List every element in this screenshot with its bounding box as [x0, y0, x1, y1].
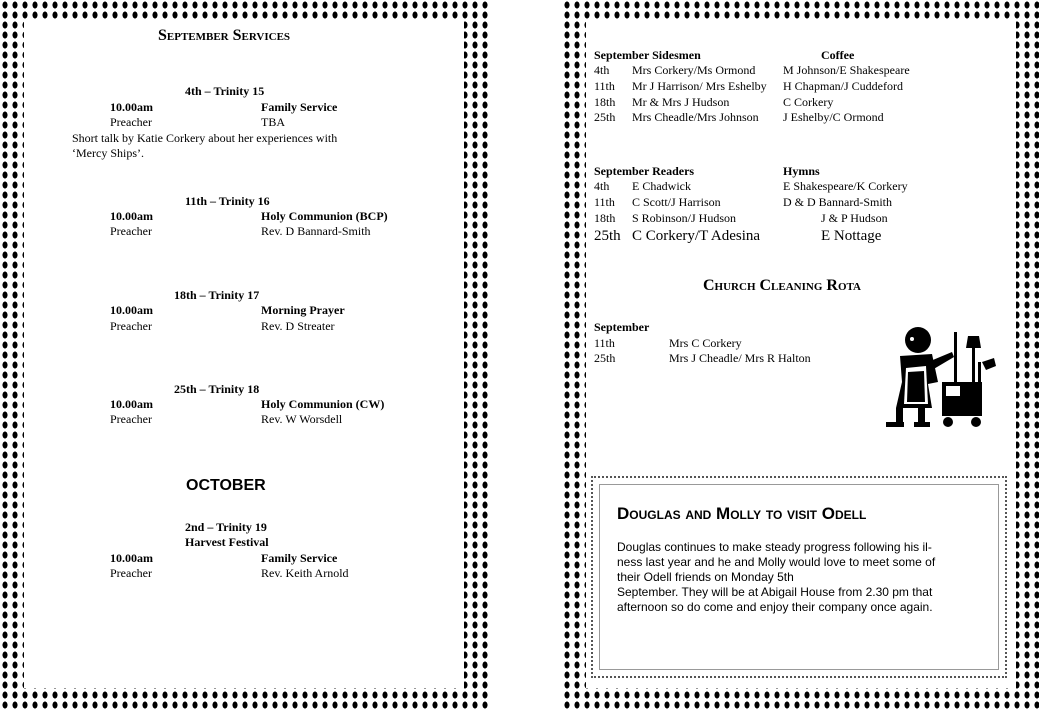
coffee-names: M Johnson/E Shakespeare [783, 63, 910, 77]
preacher-label: Preacher [110, 412, 152, 426]
service-heading: 18th – Trinity 17 [174, 288, 260, 302]
readers-names: C Scott/J Harrison [632, 195, 721, 209]
readers-date: 18th [594, 211, 616, 225]
sidesmen-names: Mr & Mrs J Hudson [632, 95, 730, 109]
service-note: ‘Mercy Ships’. [72, 146, 144, 160]
preacher-name: Rev. D Bannard-Smith [261, 224, 371, 238]
coffee-header: Coffee [821, 48, 855, 62]
preacher-label: Preacher [110, 224, 152, 238]
service-time: 10.00am [110, 303, 153, 317]
coffee-names: H Chapman/J Cuddeford [783, 79, 903, 93]
notice-line: Douglas continues to make steady progress following his il- [617, 540, 932, 554]
service-name: Family Service [261, 100, 338, 114]
hymns-names: J & P Hudson [821, 211, 888, 225]
service-time: 10.00am [110, 100, 153, 114]
service-time: 10.00am [110, 209, 153, 223]
sidesmen-date: 18th [594, 95, 616, 109]
cleaning-date: 11th [594, 336, 615, 350]
notice-line: ness last year and he and Molly would love to meet some of [617, 555, 936, 569]
service-name: Holy Communion (BCP) [261, 209, 388, 223]
cleaning-names: Mrs C Corkery [669, 336, 742, 350]
readers-header: September Readers [594, 164, 695, 178]
preacher-label: Preacher [110, 115, 152, 129]
october-title: OCTOBER [186, 477, 266, 494]
service-heading: 4th – Trinity 15 [185, 84, 265, 98]
sidesmen-names: Mrs Cheadle/Mrs Johnson [632, 110, 759, 124]
service-time: 10.00am [110, 397, 153, 411]
preacher-name: TBA [261, 115, 285, 129]
preacher-name: Rev. W Worsdell [261, 412, 343, 426]
sidesmen-names: Mr J Harrison/ Mrs Eshelby [632, 79, 767, 93]
readers-names: E Chadwick [632, 179, 691, 193]
sidesmen-header: September Sidesmen [594, 48, 701, 62]
readers-names: C Corkery/T Adesina [632, 228, 761, 244]
september-services-title: September Services [158, 27, 291, 44]
service-heading: 11th – Trinity 16 [185, 194, 270, 208]
notice-box [591, 476, 1007, 678]
sidesmen-date: 4th [594, 63, 610, 77]
coffee-names: C Corkery [783, 95, 834, 109]
preacher-name: Rev. Keith Arnold [261, 566, 349, 580]
notice-line: their Odell friends on Monday 5th [617, 570, 794, 584]
october-service-heading: 2nd – Trinity 19 [185, 520, 267, 534]
cleaning-lady-clipart [882, 322, 1000, 430]
readers-date: 25th [594, 228, 621, 244]
service-time: 10.00am [110, 551, 153, 565]
october-service-subheading: Harvest Festival [185, 535, 269, 549]
readers-date: 4th [594, 179, 610, 193]
service-note: Short talk by Katie Corkery about her experiences with [72, 131, 338, 145]
readers-names: S Robinson/J Hudson [632, 211, 737, 225]
notice-title: Douglas and Molly to visit Odell [617, 504, 867, 523]
preacher-label: Preacher [110, 566, 152, 580]
service-name: Family Service [261, 551, 338, 565]
hymns-header: Hymns [783, 164, 820, 178]
preacher-label: Preacher [110, 319, 152, 333]
notice-body [617, 540, 977, 615]
sidesmen-names: Mrs Corkery/Ms Ormond [632, 63, 756, 77]
coffee-names: J Eshelby/C Ormond [783, 110, 884, 124]
service-name: Morning Prayer [261, 303, 345, 317]
hymns-names: E Shakespeare/K Corkery [783, 179, 908, 193]
hymns-names: E Nottage [821, 228, 882, 244]
cleaning-rota-title: Church Cleaning Rota [703, 277, 861, 294]
notice-line: afternoon so do come and enjoy their company once again. [617, 600, 933, 614]
cleaning-names: Mrs J Cheadle/ Mrs R Halton [669, 351, 811, 365]
service-name: Holy Communion (CW) [261, 397, 385, 411]
cleaning-date: 25th [594, 351, 616, 365]
cleaning-month: September [594, 320, 650, 334]
left-page [24, 20, 464, 688]
sidesmen-date: 11th [594, 79, 615, 93]
preacher-name: Rev. D Streater [261, 319, 335, 333]
notice-line: September. They will be at Abigail House from 2.30 pm that [617, 585, 933, 599]
service-heading: 25th – Trinity 18 [174, 382, 260, 396]
sidesmen-date: 25th [594, 110, 616, 124]
readers-date: 11th [594, 195, 615, 209]
hymns-names: D & D Bannard-Smith [783, 195, 892, 209]
